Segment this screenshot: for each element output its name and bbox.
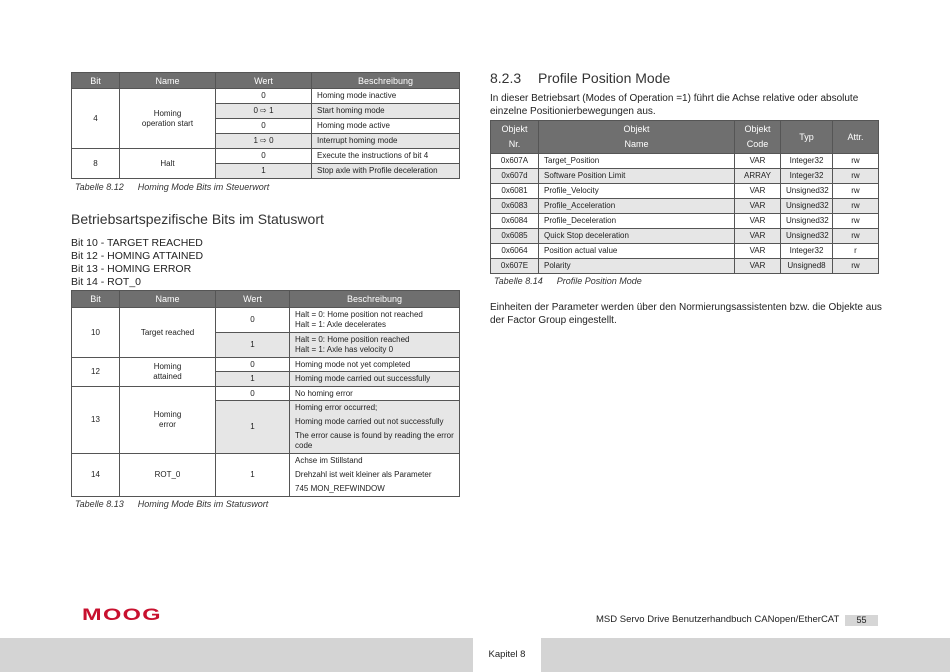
col-header-typ: Typ	[781, 121, 833, 154]
cell-typ: Unsigned32	[781, 198, 833, 213]
col-header-attr: Attr.	[833, 121, 879, 154]
col-header-bit: Bit	[72, 73, 120, 89]
table-profile-position-objects	[490, 120, 879, 274]
table-caption	[75, 499, 268, 509]
cell-name: Polarity	[539, 258, 735, 273]
manual-title: MSD Servo Drive Benutzerhandbuch CANopen/EtherCAT	[596, 614, 840, 625]
cell-desc: Start homing mode	[312, 104, 460, 119]
cell-name: Homing attained	[120, 358, 216, 387]
cell-code: VAR	[735, 183, 781, 198]
intro-paragraph: In dieser Betriebsart (Modes of Operation =1) führt die Achse relative oder absolute einzelne Positionierbewegungen aus.	[490, 93, 859, 117]
cell-wert: 0	[216, 358, 290, 372]
cell-nr: 0x607E	[491, 258, 539, 273]
table-row	[72, 149, 460, 164]
cell-wert: 0	[216, 89, 312, 104]
cell-attr: rw	[833, 198, 879, 213]
col-header-name: Name	[539, 136, 735, 153]
cell-attr: rw	[833, 168, 879, 183]
table-row	[491, 153, 879, 168]
cell-nr: 0x6083	[491, 198, 539, 213]
desc-line: Halt = 0: Home position not reached	[295, 310, 423, 319]
cell-nr: 0x607A	[491, 153, 539, 168]
caption-number: Tabelle 8.13	[75, 499, 124, 509]
col-header-wert: Wert	[216, 73, 312, 89]
cell-code: VAR	[735, 153, 781, 168]
desc-line: Homing mode carried out not successfully	[295, 417, 444, 426]
cell-bit: 13	[72, 387, 120, 454]
table-row	[491, 168, 879, 183]
col-header-objekt-name-top: Objekt	[539, 121, 735, 137]
cell-name: ROT_0	[120, 454, 216, 497]
cell-bit: 10	[72, 308, 120, 358]
cell-name: Target reached	[120, 308, 216, 358]
cell-code: VAR	[735, 243, 781, 258]
cell-name: Position actual value	[539, 243, 735, 258]
section-title-text: Profile Position Mode	[538, 70, 671, 86]
cell-name: Halt	[120, 149, 216, 179]
cell-nr: 0x6085	[491, 228, 539, 243]
cell-desc: Homing mode carried out successfully	[290, 372, 460, 387]
cell-desc: No homing error	[290, 387, 460, 401]
cell-bit: 4	[72, 89, 120, 149]
desc-line: 745 MON_REFWINDOW	[295, 484, 385, 493]
table-row	[72, 89, 460, 104]
cell-code: ARRAY	[735, 168, 781, 183]
table-row	[72, 387, 460, 401]
caption-text: Homing Mode Bits im Steuerwort	[137, 182, 270, 192]
table-row	[72, 308, 460, 333]
desc-line: Halt = 1: Axle decelerates	[295, 320, 386, 329]
cell-name: Quick Stop deceleration	[539, 228, 735, 243]
col-header-bit: Bit	[72, 291, 120, 308]
cell-desc	[290, 454, 460, 497]
caption-number: Tabelle 8.14	[494, 276, 543, 286]
cell-wert: 1	[216, 401, 290, 454]
cell-name: Homing operation start	[120, 89, 216, 149]
cell-name: Profile_Velocity	[539, 183, 735, 198]
caption-text: Homing Mode Bits im Statuswort	[137, 499, 269, 509]
cell-name: Homing error	[120, 387, 216, 454]
table-row	[491, 183, 879, 198]
cell-wert: 1	[216, 333, 290, 358]
cell-wert: 0	[216, 387, 290, 401]
section-heading: Betriebsartspezifische Bits im Statuswort	[71, 211, 324, 227]
cell-attr: rw	[833, 258, 879, 273]
table-row	[491, 258, 879, 273]
bit-list	[71, 237, 203, 289]
cell-typ: Unsigned32	[781, 213, 833, 228]
cell-desc: Execute the instructions of bit 4	[312, 149, 460, 164]
cell-wert: 1	[216, 372, 290, 387]
cell-attr: r	[833, 243, 879, 258]
units-paragraph: Einheiten der Parameter werden über den Normierungsassistenten bzw. die Objekte aus der Factor Group eingestellt.	[490, 302, 882, 326]
section-number: 8.2.3	[490, 70, 522, 86]
cell-name: Software Position Limit	[539, 168, 735, 183]
cell-typ: Unsigned8	[781, 258, 833, 273]
list-item: Bit 13 - HOMING ERROR	[71, 263, 192, 275]
cell-typ: Unsigned32	[781, 183, 833, 198]
list-item: Bit 14 - ROT_0	[71, 276, 142, 288]
cell-code: VAR	[735, 228, 781, 243]
cell-desc: Homing mode not yet completed	[290, 358, 460, 372]
cell-desc	[290, 333, 460, 358]
col-header-beschreibung: Beschreibung	[312, 73, 460, 89]
cell-wert: 0	[216, 308, 290, 333]
desc-line: The error cause is found by reading the error code	[295, 431, 454, 450]
col-header-name: Name	[120, 73, 216, 89]
caption-text: Profile Position Mode	[556, 276, 642, 286]
cell-code: VAR	[735, 258, 781, 273]
cell-nr: 0x6084	[491, 213, 539, 228]
desc-line: Halt = 0: Home position reached	[295, 335, 410, 344]
cell-typ: Integer32	[781, 153, 833, 168]
col-header-nr: Nr.	[491, 136, 539, 153]
table-caption	[75, 182, 269, 192]
cell-attr: rw	[833, 213, 879, 228]
list-item: Bit 10 - TARGET REACHED	[71, 237, 203, 249]
cell-nr: 0x607d	[491, 168, 539, 183]
cell-bit: 12	[72, 358, 120, 387]
cell-nr: 0x6081	[491, 183, 539, 198]
cell-attr: rw	[833, 228, 879, 243]
cell-bit: 14	[72, 454, 120, 497]
cell-bit: 8	[72, 149, 120, 179]
cell-desc	[290, 401, 460, 454]
chapter-tab: Kapitel 8	[473, 638, 541, 672]
table-row	[72, 358, 460, 372]
table-homing-status-bits	[71, 290, 460, 497]
cell-name: Target_Position	[539, 153, 735, 168]
desc-line: Homing error occurred;	[295, 403, 378, 412]
cell-wert: 1	[216, 164, 312, 179]
cell-attr: rw	[833, 153, 879, 168]
section-title	[490, 70, 670, 86]
table-row	[491, 243, 879, 258]
cell-typ: Integer32	[781, 168, 833, 183]
table-row	[491, 228, 879, 243]
table-homing-control-bits	[71, 72, 460, 179]
col-header-name: Name	[120, 291, 216, 308]
desc-line: Achse im Stillstand	[295, 456, 363, 465]
svg-text:MOOG: MOOG	[82, 605, 162, 624]
desc-line: Drehzahl ist weit kleiner als Parameter	[295, 470, 432, 479]
cell-wert: 1	[216, 454, 290, 497]
cell-desc: Homing mode inactive	[312, 89, 460, 104]
table-row	[491, 213, 879, 228]
col-header-wert: Wert	[216, 291, 290, 308]
cell-code: VAR	[735, 213, 781, 228]
cell-wert: 0	[216, 149, 312, 164]
table-row	[72, 454, 460, 497]
cell-desc: Interrupt homing mode	[312, 134, 460, 149]
moog-logo	[82, 605, 164, 625]
table-caption	[494, 276, 642, 286]
cell-wert: 0 ⇨ 1	[216, 104, 312, 119]
page-number: 55	[845, 615, 878, 626]
cell-wert: 0	[216, 119, 312, 134]
cell-nr: 0x6064	[491, 243, 539, 258]
desc-line: Halt = 1: Axle has velocity 0	[295, 345, 394, 354]
cell-desc	[290, 308, 460, 333]
cell-typ: Unsigned32	[781, 228, 833, 243]
col-header-objekt-nr-top: Objekt	[491, 121, 539, 137]
cell-desc: Stop axle with Profile deceleration	[312, 164, 460, 179]
list-item: Bit 12 - HOMING ATTAINED	[71, 250, 204, 262]
caption-number: Tabelle 8.12	[75, 182, 124, 192]
table-row	[491, 198, 879, 213]
cell-name: Profile_Deceleration	[539, 213, 735, 228]
col-header-objekt-code-top: Objekt	[735, 121, 781, 137]
col-header-beschreibung: Beschreibung	[290, 291, 460, 308]
cell-attr: rw	[833, 183, 879, 198]
col-header-code: Code	[735, 136, 781, 153]
cell-name: Profile_Acceleration	[539, 198, 735, 213]
cell-wert: 1 ⇨ 0	[216, 134, 312, 149]
cell-typ: Integer32	[781, 243, 833, 258]
cell-code: VAR	[735, 198, 781, 213]
cell-desc: Homing mode active	[312, 119, 460, 134]
